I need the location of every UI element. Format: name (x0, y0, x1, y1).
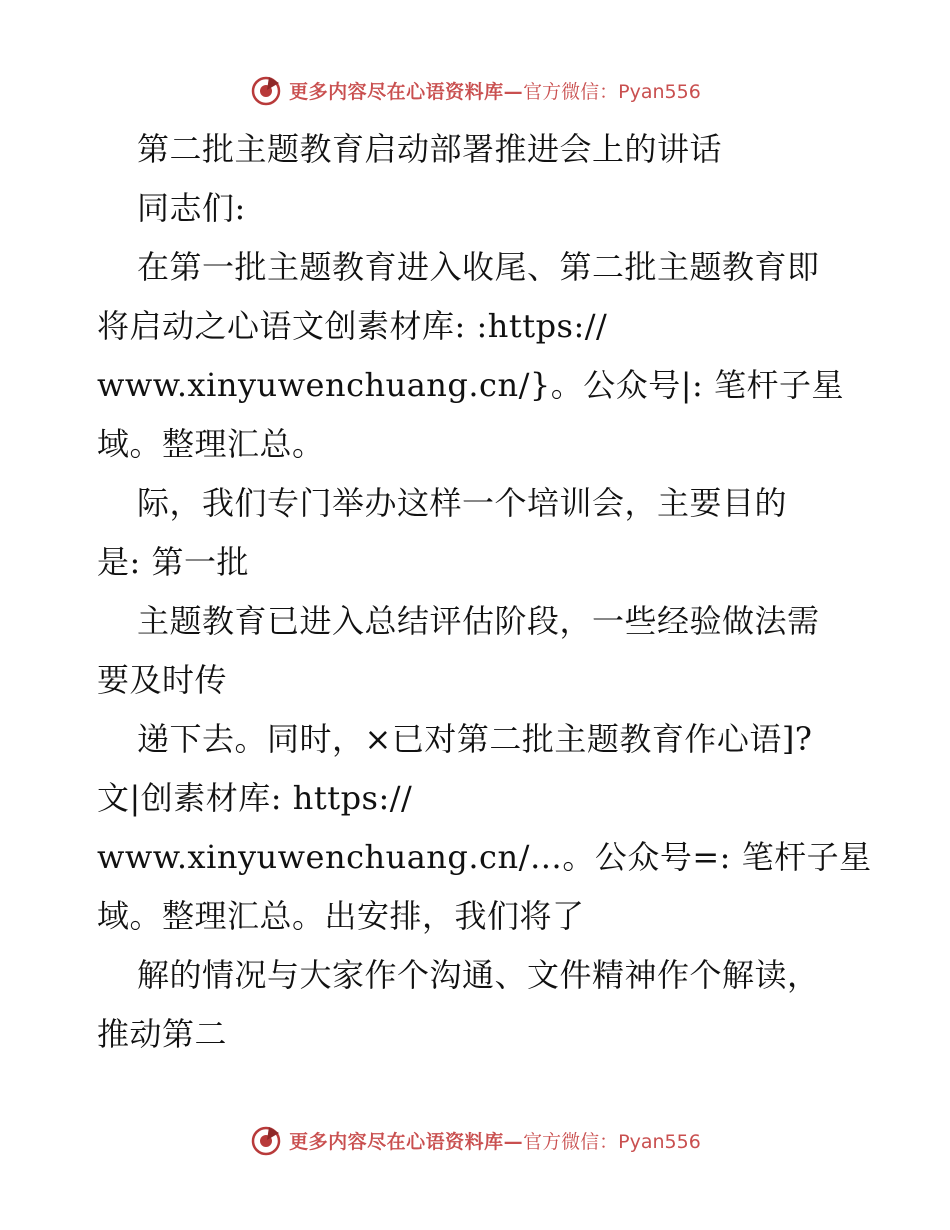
document-body (97, 120, 877, 1064)
text-line: 域。整理汇总。 (97, 425, 325, 463)
logo-icon (249, 73, 283, 107)
text-line: 主题教育已进入总结评估阶段，一些经验做法需 (137, 602, 820, 640)
text-line: 际，我们专门举办这样一个培训会，主要目的 (137, 484, 788, 522)
text-line: 推动第二 (97, 1015, 228, 1053)
text-line: 同志们: (137, 189, 246, 227)
header-banner (0, 70, 950, 110)
banner-text: 更多内容尽在心语资料库— (289, 1130, 524, 1153)
text-line: 将启动之心语文创素材库: :https:// (97, 307, 608, 345)
footer-banner (0, 1120, 950, 1160)
banner-wechat: 官方微信：Pyan556 (523, 1130, 701, 1153)
text-line: 是: 第一批 (97, 543, 249, 581)
text-line: 解的情况与大家作个沟通、文件精神作个解读， (137, 956, 820, 994)
text-line: www.xinyuwenchuang.cn/…。公众号=: 笔杆子星 (97, 838, 872, 876)
text-line: www.xinyuwenchuang.cn/}。公众号|: 笔杆子星 (97, 366, 844, 404)
text-line: 要及时传 (97, 661, 228, 699)
text-line: 第二批主题教育启动部署推进会上的讲话 (137, 130, 723, 168)
text-line: 文|创素材库: https:// (97, 779, 413, 817)
text-line: 递下去。同时，×已对第二批主题教育作心语]? (137, 720, 813, 758)
banner-text: 更多内容尽在心语资料库— (289, 80, 524, 103)
logo-icon (249, 1123, 283, 1157)
banner-wechat: 官方微信：Pyan556 (523, 80, 701, 103)
text-line: 域。整理汇总。出安排，我们将了 (97, 897, 585, 935)
text-line: 在第一批主题教育进入收尾、第二批主题教育即 (137, 248, 820, 286)
